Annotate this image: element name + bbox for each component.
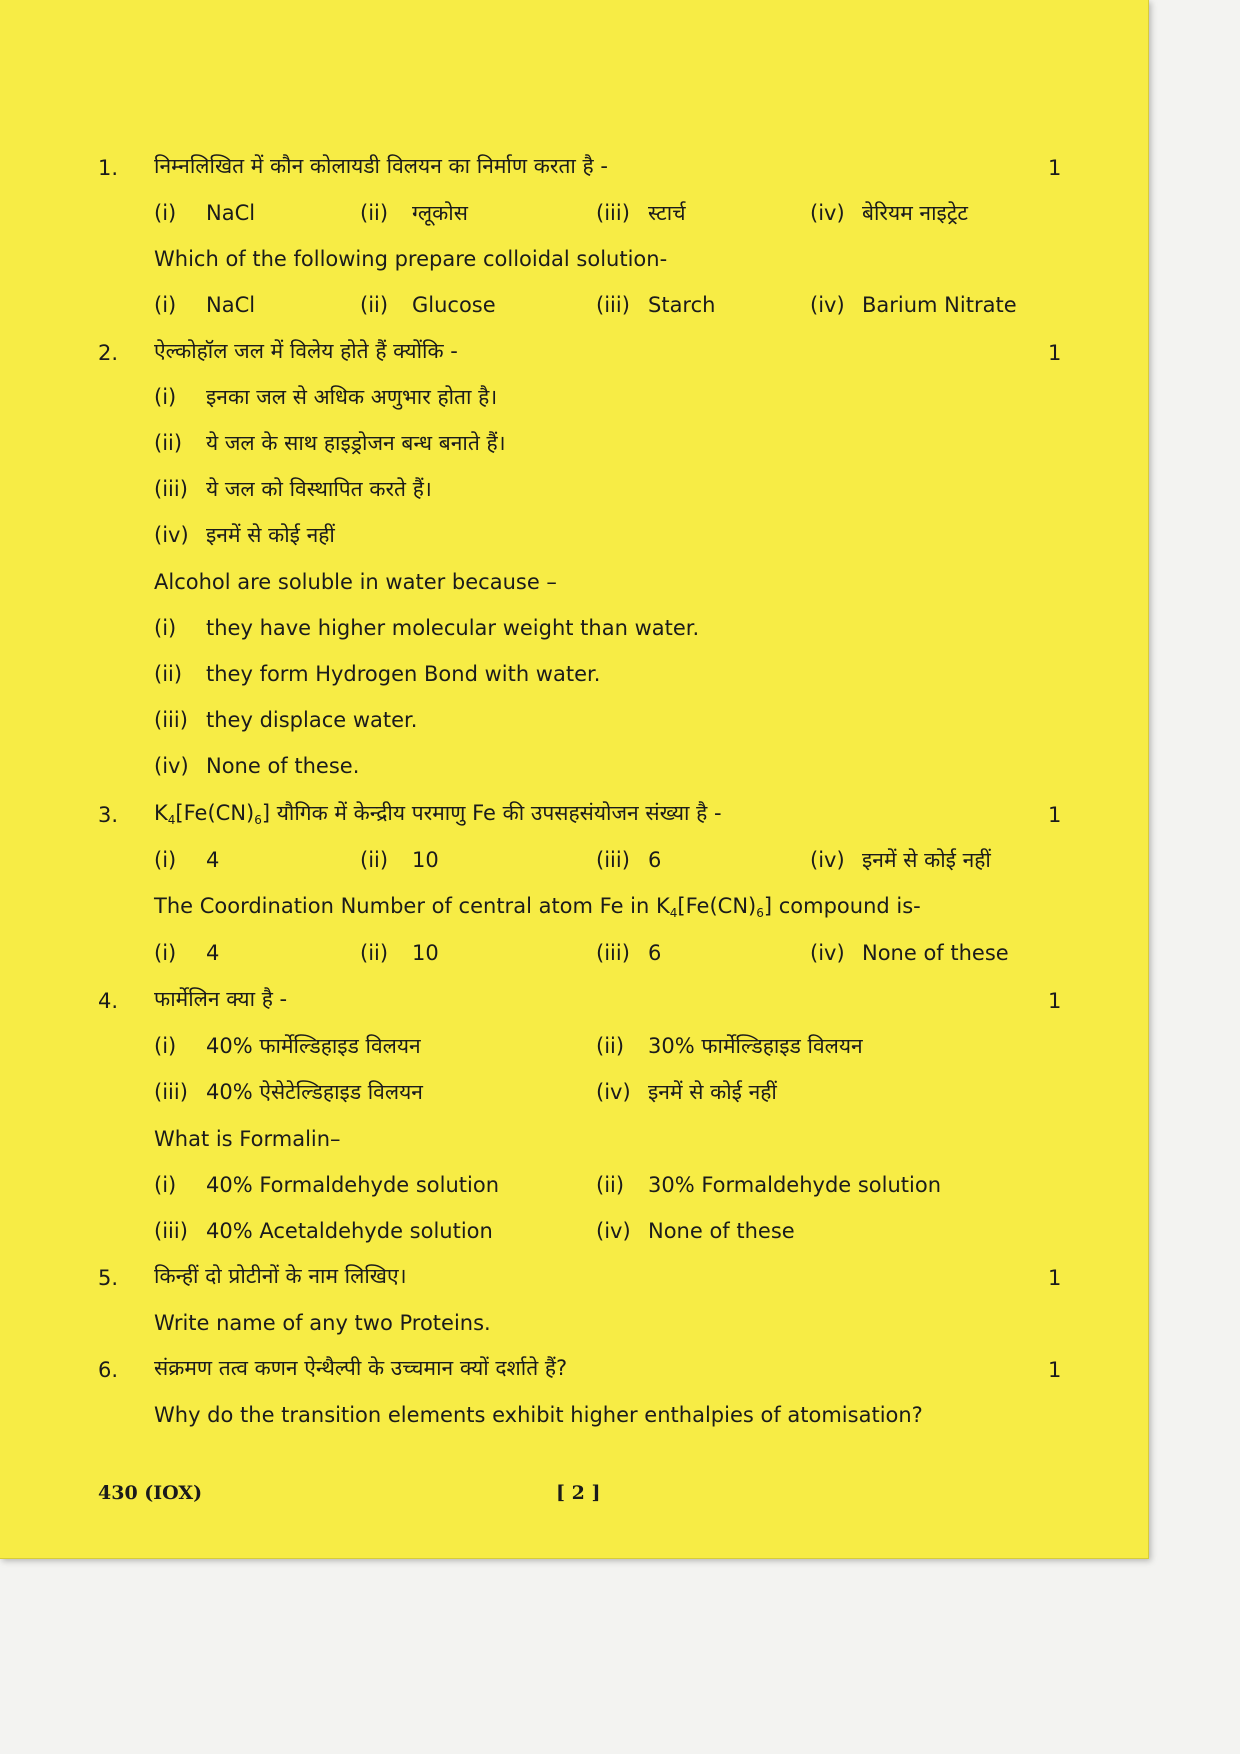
option: (iv) इनमें से कोई नहीं (810, 848, 991, 872)
paper-code: 430 (IOX) (98, 1482, 203, 1504)
option: (iv) None of these (810, 941, 1009, 965)
option: (iv) इनमें से कोई नहीं (154, 523, 335, 547)
option: (iii) Starch (596, 293, 716, 317)
question-number: 6. (98, 1358, 119, 1382)
option: (iii) स्टार्च (596, 201, 686, 225)
option: (ii) 30% फार्मेल्डिहाइड विलयन (596, 1034, 863, 1058)
question-text-hindi: $K_4[Fe(CN)_6]$ यौगिक में केन्द्रीय परमाणु Fe की उपसहसंयोजन संख्या है - (154, 801, 722, 827)
question-mark: 1 (1048, 341, 1062, 365)
option: (iii) ये जल को विस्थापित करते हैं। (154, 477, 432, 501)
option: (ii) 30% Formaldehyde solution (596, 1173, 942, 1197)
option: (ii) ये जल के साथ हाइड्रोजन बन्ध बनाते हैं। (154, 431, 506, 455)
option: (i) 40% फार्मेल्डिहाइड विलयन (154, 1034, 421, 1058)
option: (iii) 40% ऐसेटेल्डिहाइड विलयन (154, 1080, 423, 1104)
option: (i) NaCl (154, 201, 256, 225)
option: (i) they have higher molecular weight than water. (154, 616, 700, 640)
option: (i) NaCl (154, 293, 256, 317)
option: (iii) they displace water. (154, 708, 418, 732)
option: (ii) Glucose (360, 293, 496, 317)
question-mark: 1 (1048, 989, 1062, 1013)
option: (i) 4 (154, 941, 220, 965)
option: (i) 4 (154, 848, 220, 872)
question-text-english: What is Formalin– (154, 1127, 341, 1151)
option: (iv) बेरियम नाइट्रेट (810, 201, 969, 225)
question-text-hindi: संक्रमण तत्व कणन ऐन्थैल्पी के उच्चमान क्यों दर्शाते हैं? (154, 1356, 568, 1380)
question-text-english: Alcohol are soluble in water because – (154, 570, 557, 594)
question-number: 3. (98, 803, 119, 827)
question-mark: 1 (1048, 156, 1062, 180)
option: (iv) None of these. (154, 754, 360, 778)
option: (iv) Barium Nitrate (810, 293, 1017, 317)
question-mark: 1 (1048, 1358, 1062, 1382)
option: (ii) they form Hydrogen Bond with water. (154, 662, 601, 686)
question-text-hindi: किन्हीं दो प्रोटीनों के नाम लिखिए। (154, 1264, 407, 1288)
option: (i) 40% Formaldehyde solution (154, 1173, 500, 1197)
page-number: [ 2 ] (556, 1482, 601, 1504)
question-text-hindi: फार्मेलिन क्या है - (154, 987, 288, 1011)
question-mark: 1 (1048, 803, 1062, 827)
option: (iv) इनमें से कोई नहीं (596, 1080, 777, 1104)
question-text-hindi: निम्नलिखित में कौन कोलायडी विलयन का निर्माण करता है - (154, 154, 608, 178)
question-number: 5. (98, 1266, 119, 1290)
question-text-english: Which of the following prepare colloidal solution- (154, 247, 668, 271)
option: (ii) 10 (360, 941, 439, 965)
option: (iii) 6 (596, 941, 662, 965)
option: (ii) ग्लूकोस (360, 201, 468, 225)
question-text-hindi: ऐल्कोहॉल जल में विलेय होते हैं क्योंकि - (154, 339, 458, 363)
option: (iv) None of these (596, 1219, 795, 1243)
question-mark: 1 (1048, 1266, 1062, 1290)
option: (ii) 10 (360, 848, 439, 872)
question-number: 4. (98, 989, 119, 1013)
option: (i) इनका जल से अधिक अणुभार होता है। (154, 385, 498, 409)
question-text-english: The Coordination Number of central atom Fe in $K_4[Fe(CN)_6]$ compound is- (154, 894, 921, 920)
question-number: 1. (98, 156, 119, 180)
question-text-english: Write name of any two Proteins. (154, 1311, 491, 1335)
question-number: 2. (98, 341, 119, 365)
option: (iii) 6 (596, 848, 662, 872)
option: (iii) 40% Acetaldehyde solution (154, 1219, 493, 1243)
question-text-english: Why do the transition elements exhibit higher enthalpies of atomisation? (154, 1403, 923, 1427)
